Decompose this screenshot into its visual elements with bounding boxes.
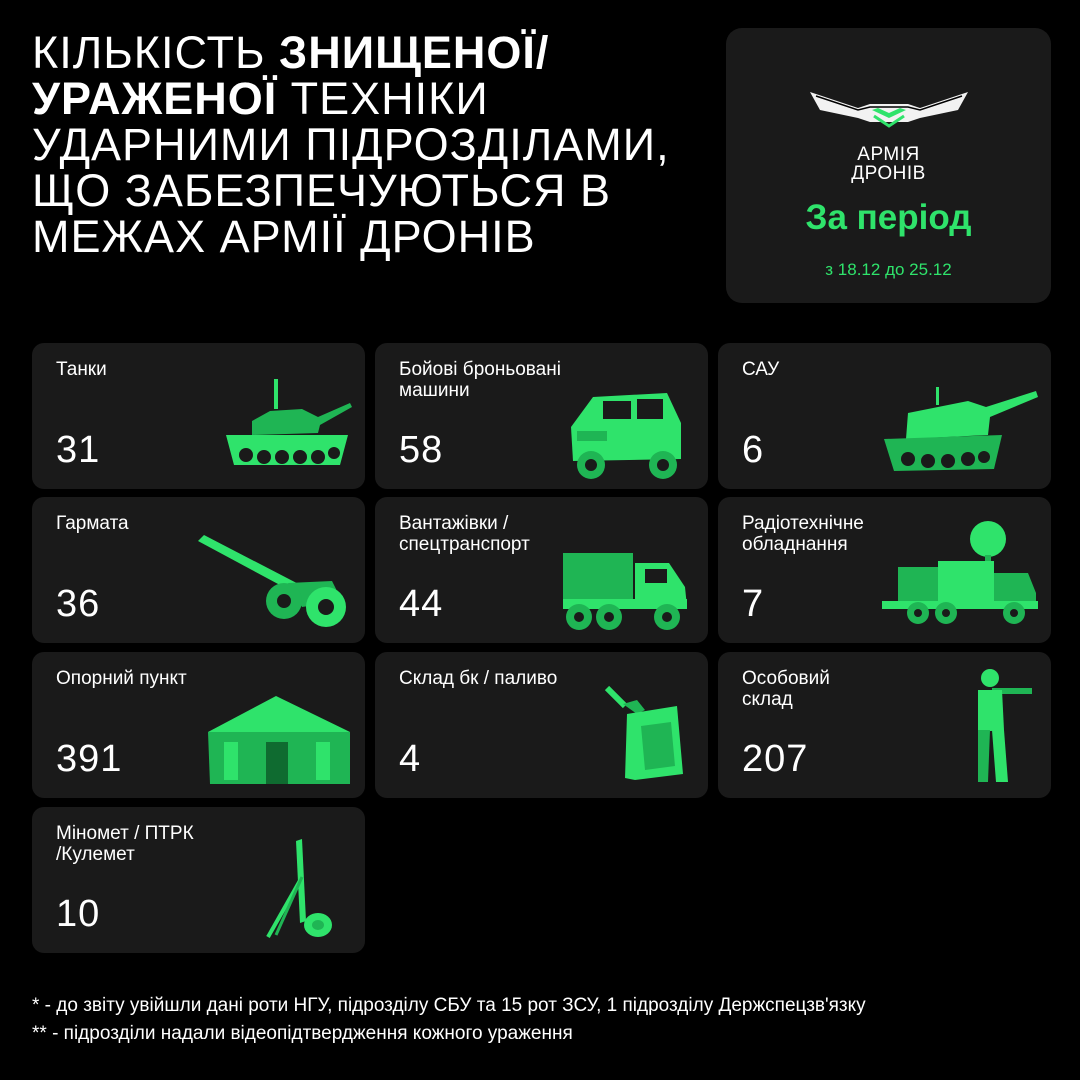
armored-vehicle-icon — [563, 383, 693, 483]
soldier-icon — [968, 666, 1038, 792]
card-label: Радіотехнічне обладнання — [742, 513, 864, 555]
footnote-2: ** - підрозділи надали відеопідтвердження кожного ураження — [32, 1023, 573, 1044]
headline-bold1: ЗНИЩЕНОЇ/ — [279, 27, 550, 78]
card-trucks — [375, 497, 708, 643]
card-value: 7 — [742, 583, 765, 625]
card-value: 6 — [742, 429, 765, 471]
card-value: 58 — [399, 429, 444, 471]
truck-icon — [561, 547, 693, 637]
period-title: За період — [805, 198, 972, 237]
card-value: 207 — [742, 738, 809, 780]
card-ammo-fuel-depot — [375, 652, 708, 798]
headline-part2: ТЕХНІКИ УДАРНИМИ ПІДРОЗДІЛАМИ, ЩО ЗАБЕЗПЕЧУЮТЬСЯ В МЕЖАХ АРМІЇ ДРОНІВ — [32, 73, 670, 262]
card-label: Міномет / ПТРК /Кулемет — [56, 823, 194, 865]
card-label: Бойові броньовані машини — [399, 359, 561, 401]
card-guns — [32, 497, 365, 643]
card-value: 36 — [56, 583, 101, 625]
card-spa — [718, 343, 1051, 489]
card-label: САУ — [742, 359, 780, 380]
brand-name: АРМІЯ ДРОНІВ — [851, 144, 926, 184]
card-label: Опорний пункт — [56, 668, 187, 689]
card-mortar — [32, 807, 365, 953]
headline-part1: КІЛЬКІСТЬ — [32, 27, 280, 78]
tank-icon — [222, 373, 352, 483]
period-dates: з 18.12 до 25.12 — [825, 260, 952, 279]
mortar-icon — [252, 837, 352, 947]
card-label: Танки — [56, 359, 107, 380]
card-value: 44 — [399, 583, 444, 625]
card-value: 391 — [56, 738, 123, 780]
card-radio-equipment — [718, 497, 1051, 643]
card-value: 31 — [56, 429, 101, 471]
card-label: Вантажівки / спецтранспорт — [399, 513, 530, 555]
card-value: 10 — [56, 893, 101, 935]
jerrycan-icon — [597, 686, 687, 792]
tent-icon — [204, 692, 354, 792]
card-tanks — [32, 343, 365, 489]
card-armored-vehicles — [375, 343, 708, 489]
card-personnel — [718, 652, 1051, 798]
self-propelled-artillery-icon — [878, 383, 1043, 483]
headline-bold2: УРАЖЕНОЇ — [32, 73, 278, 124]
footnotes — [32, 992, 1052, 1048]
howitzer-icon — [192, 531, 357, 631]
card-strongpoint — [32, 652, 365, 798]
footnote-1: * - до звіту увійшли дані роти НГУ, підрозділу СБУ та 15 рот ЗСУ, 1 підрозділу Держспецзв'язку — [32, 995, 866, 1016]
card-label: Особовий склад — [742, 668, 830, 710]
card-value: 4 — [399, 738, 422, 780]
card-label: Склад бк / паливо — [399, 668, 558, 689]
radar-equipment-icon — [878, 517, 1043, 637]
card-label: Гармата — [56, 513, 129, 534]
